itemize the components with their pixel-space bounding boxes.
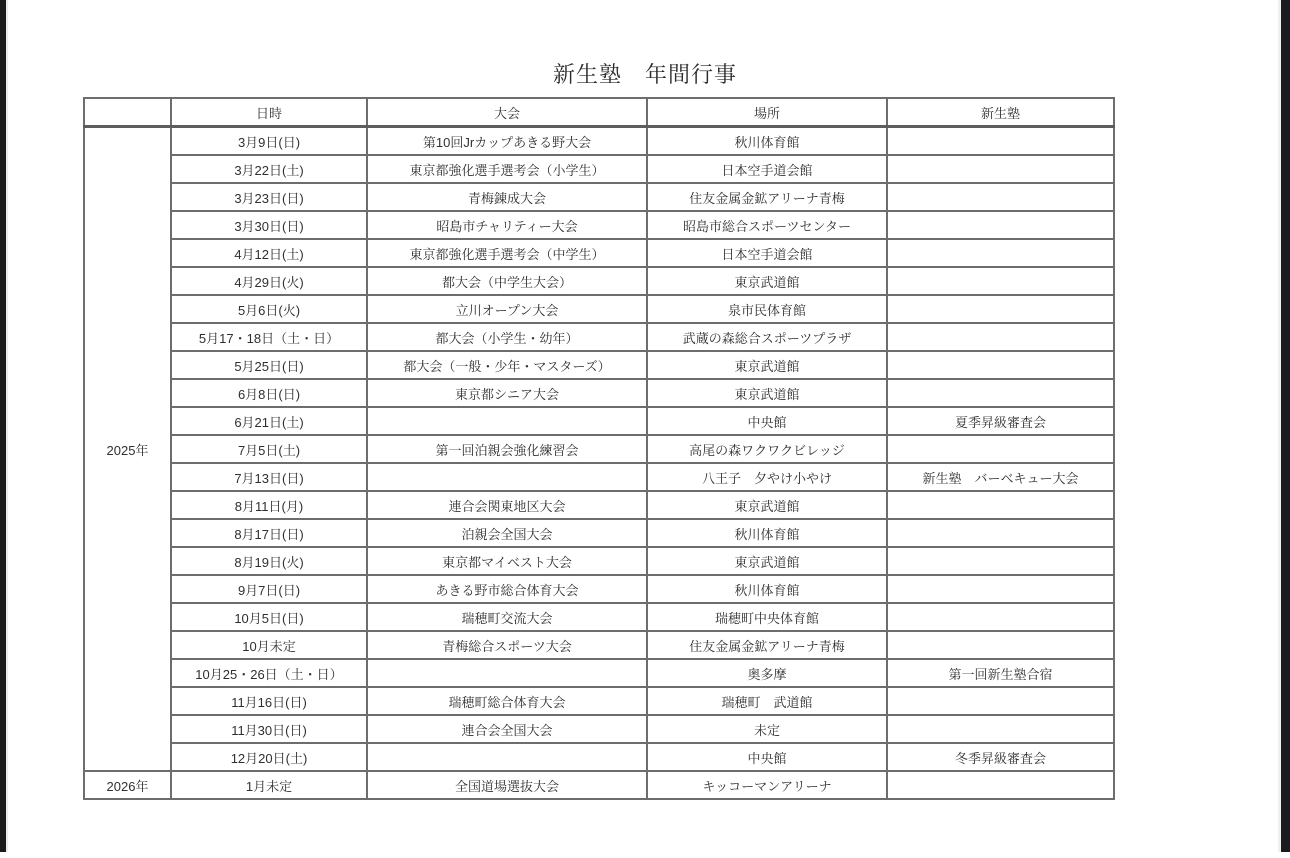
event-cell: 青梅錬成大会 (367, 183, 647, 211)
date-cell: 4月12日(土) (171, 239, 367, 267)
juku-cell (887, 155, 1114, 183)
venue-cell: 泉市民体育館 (647, 295, 887, 323)
juku-cell: 夏季昇級審査会 (887, 407, 1114, 435)
venue-cell: 住友金属金鉱アリーナ青梅 (647, 183, 887, 211)
venue-cell: 未定 (647, 715, 887, 743)
juku-cell (887, 435, 1114, 463)
juku-cell (887, 211, 1114, 239)
venue-cell: 秋川体育館 (647, 127, 887, 156)
event-cell: 泊親会全国大会 (367, 519, 647, 547)
event-cell: 東京都強化選手選考会（小学生） (367, 155, 647, 183)
date-cell: 3月30日(日) (171, 211, 367, 239)
table-row (84, 183, 1114, 211)
venue-cell: 東京武道館 (647, 547, 887, 575)
date-cell: 3月22日(土) (171, 155, 367, 183)
table-row (84, 379, 1114, 407)
table-row (84, 771, 1114, 799)
table-row (84, 491, 1114, 519)
event-cell (367, 407, 647, 435)
date-cell: 10月25・26日（土・日） (171, 659, 367, 687)
date-cell: 4月29日(火) (171, 267, 367, 295)
juku-cell (887, 379, 1114, 407)
header-row (84, 98, 1114, 127)
date-cell: 5月17・18日（土・日） (171, 323, 367, 351)
header-juku: 新生塾 (887, 98, 1114, 127)
venue-cell: 高尾の森ワクワクビレッジ (647, 435, 887, 463)
table-header (84, 98, 1114, 127)
juku-cell (887, 295, 1114, 323)
juku-cell (887, 771, 1114, 799)
event-cell: 東京都マイベスト大会 (367, 547, 647, 575)
table-row (84, 295, 1114, 323)
date-cell: 5月25日(日) (171, 351, 367, 379)
table-row (84, 575, 1114, 603)
event-cell (367, 743, 647, 771)
header-year (84, 98, 171, 127)
event-cell: 瑞穂町総合体育大会 (367, 687, 647, 715)
juku-cell (887, 351, 1114, 379)
date-cell: 10月未定 (171, 631, 367, 659)
event-cell: 昭島市チャリティー大会 (367, 211, 647, 239)
venue-cell: 奥多摩 (647, 659, 887, 687)
venue-cell: キッコーマンアリーナ (647, 771, 887, 799)
event-cell: 連合会全国大会 (367, 715, 647, 743)
table-row (84, 435, 1114, 463)
table-row (84, 323, 1114, 351)
juku-cell (887, 267, 1114, 295)
venue-cell: 武蔵の森総合スポーツプラザ (647, 323, 887, 351)
juku-cell (887, 183, 1114, 211)
event-cell: 立川オープン大会 (367, 295, 647, 323)
table-row (84, 743, 1114, 771)
venue-cell: 昭島市総合スポーツセンター (647, 211, 887, 239)
date-cell: 7月13日(日) (171, 463, 367, 491)
table-row (84, 463, 1114, 491)
event-cell: 都大会（小学生・幼年） (367, 323, 647, 351)
date-cell: 1月未定 (171, 771, 367, 799)
venue-cell: 日本空手道会館 (647, 239, 887, 267)
date-cell: 3月9日(日) (171, 127, 367, 156)
venue-cell: 秋川体育館 (647, 575, 887, 603)
venue-cell: 東京武道館 (647, 491, 887, 519)
table-row (84, 239, 1114, 267)
date-cell: 3月23日(日) (171, 183, 367, 211)
schedule-table-body (84, 127, 1114, 800)
juku-cell (887, 603, 1114, 631)
viewer-right-edge (1278, 0, 1290, 852)
juku-cell (887, 323, 1114, 351)
juku-cell (887, 687, 1114, 715)
venue-cell: 住友金属金鉱アリーナ青梅 (647, 631, 887, 659)
event-cell: あきる野市総合体育大会 (367, 575, 647, 603)
event-cell: 都大会（中学生大会） (367, 267, 647, 295)
venue-cell: 東京武道館 (647, 267, 887, 295)
juku-cell (887, 127, 1114, 156)
juku-cell (887, 715, 1114, 743)
date-cell: 6月8日(日) (171, 379, 367, 407)
header-event: 大会 (367, 98, 647, 127)
table-row (84, 603, 1114, 631)
date-cell: 6月21日(土) (171, 407, 367, 435)
venue-cell: 中央館 (647, 407, 887, 435)
juku-cell: 第一回新生塾合宿 (887, 659, 1114, 687)
juku-cell: 冬季昇級審査会 (887, 743, 1114, 771)
event-cell: 第一回泊親会強化練習会 (367, 435, 647, 463)
date-cell: 9月7日(日) (171, 575, 367, 603)
juku-cell (887, 547, 1114, 575)
venue-cell: 瑞穂町中央体育館 (647, 603, 887, 631)
event-cell (367, 463, 647, 491)
date-cell: 11月16日(日) (171, 687, 367, 715)
venue-cell: 秋川体育館 (647, 519, 887, 547)
table-row (84, 715, 1114, 743)
table-row (84, 211, 1114, 239)
date-cell: 12月20日(土) (171, 743, 367, 771)
table-row (84, 407, 1114, 435)
table-row (84, 155, 1114, 183)
table-row (84, 687, 1114, 715)
table-row (84, 631, 1114, 659)
annual-schedule-table (83, 97, 1115, 800)
table-row (84, 547, 1114, 575)
table-row (84, 659, 1114, 687)
table-row (84, 519, 1114, 547)
juku-cell (887, 631, 1114, 659)
year-cell: 2025年 (84, 127, 171, 772)
juku-cell (887, 519, 1114, 547)
date-cell: 10月5日(日) (171, 603, 367, 631)
juku-cell (887, 491, 1114, 519)
page-title: 新生塾 年間行事 (552, 62, 737, 87)
juku-cell: 新生塾 バーベキュー大会 (887, 463, 1114, 491)
table-row (84, 351, 1114, 379)
date-cell: 11月30日(日) (171, 715, 367, 743)
event-cell: 瑞穂町交流大会 (367, 603, 647, 631)
venue-cell: 東京武道館 (647, 379, 887, 407)
venue-cell: 中央館 (647, 743, 887, 771)
juku-cell (887, 575, 1114, 603)
venue-cell: 日本空手道会館 (647, 155, 887, 183)
event-cell: 東京都強化選手選考会（中学生） (367, 239, 647, 267)
venue-cell: 八王子 夕やけ小やけ (647, 463, 887, 491)
date-cell: 7月5日(土) (171, 435, 367, 463)
event-cell: 青梅総合スポーツ大会 (367, 631, 647, 659)
event-cell: 都大会（一般・少年・マスターズ） (367, 351, 647, 379)
date-cell: 8月11日(月) (171, 491, 367, 519)
event-cell: 全国道場選抜大会 (367, 771, 647, 799)
venue-cell: 東京武道館 (647, 351, 887, 379)
date-cell: 5月6日(火) (171, 295, 367, 323)
event-cell: 第10回Jrカップあきる野大会 (367, 127, 647, 156)
event-cell: 連合会関東地区大会 (367, 491, 647, 519)
table-row (84, 267, 1114, 295)
juku-cell (887, 239, 1114, 267)
viewer-left-edge (0, 0, 8, 852)
event-cell: 東京都シニア大会 (367, 379, 647, 407)
venue-cell: 瑞穂町 武道館 (647, 687, 887, 715)
date-cell: 8月17日(日) (171, 519, 367, 547)
date-cell: 8月19日(火) (171, 547, 367, 575)
table-row (84, 127, 1114, 156)
header-date: 日時 (171, 98, 367, 127)
header-venue: 場所 (647, 98, 887, 127)
year-cell: 2026年 (84, 771, 171, 799)
event-cell (367, 659, 647, 687)
